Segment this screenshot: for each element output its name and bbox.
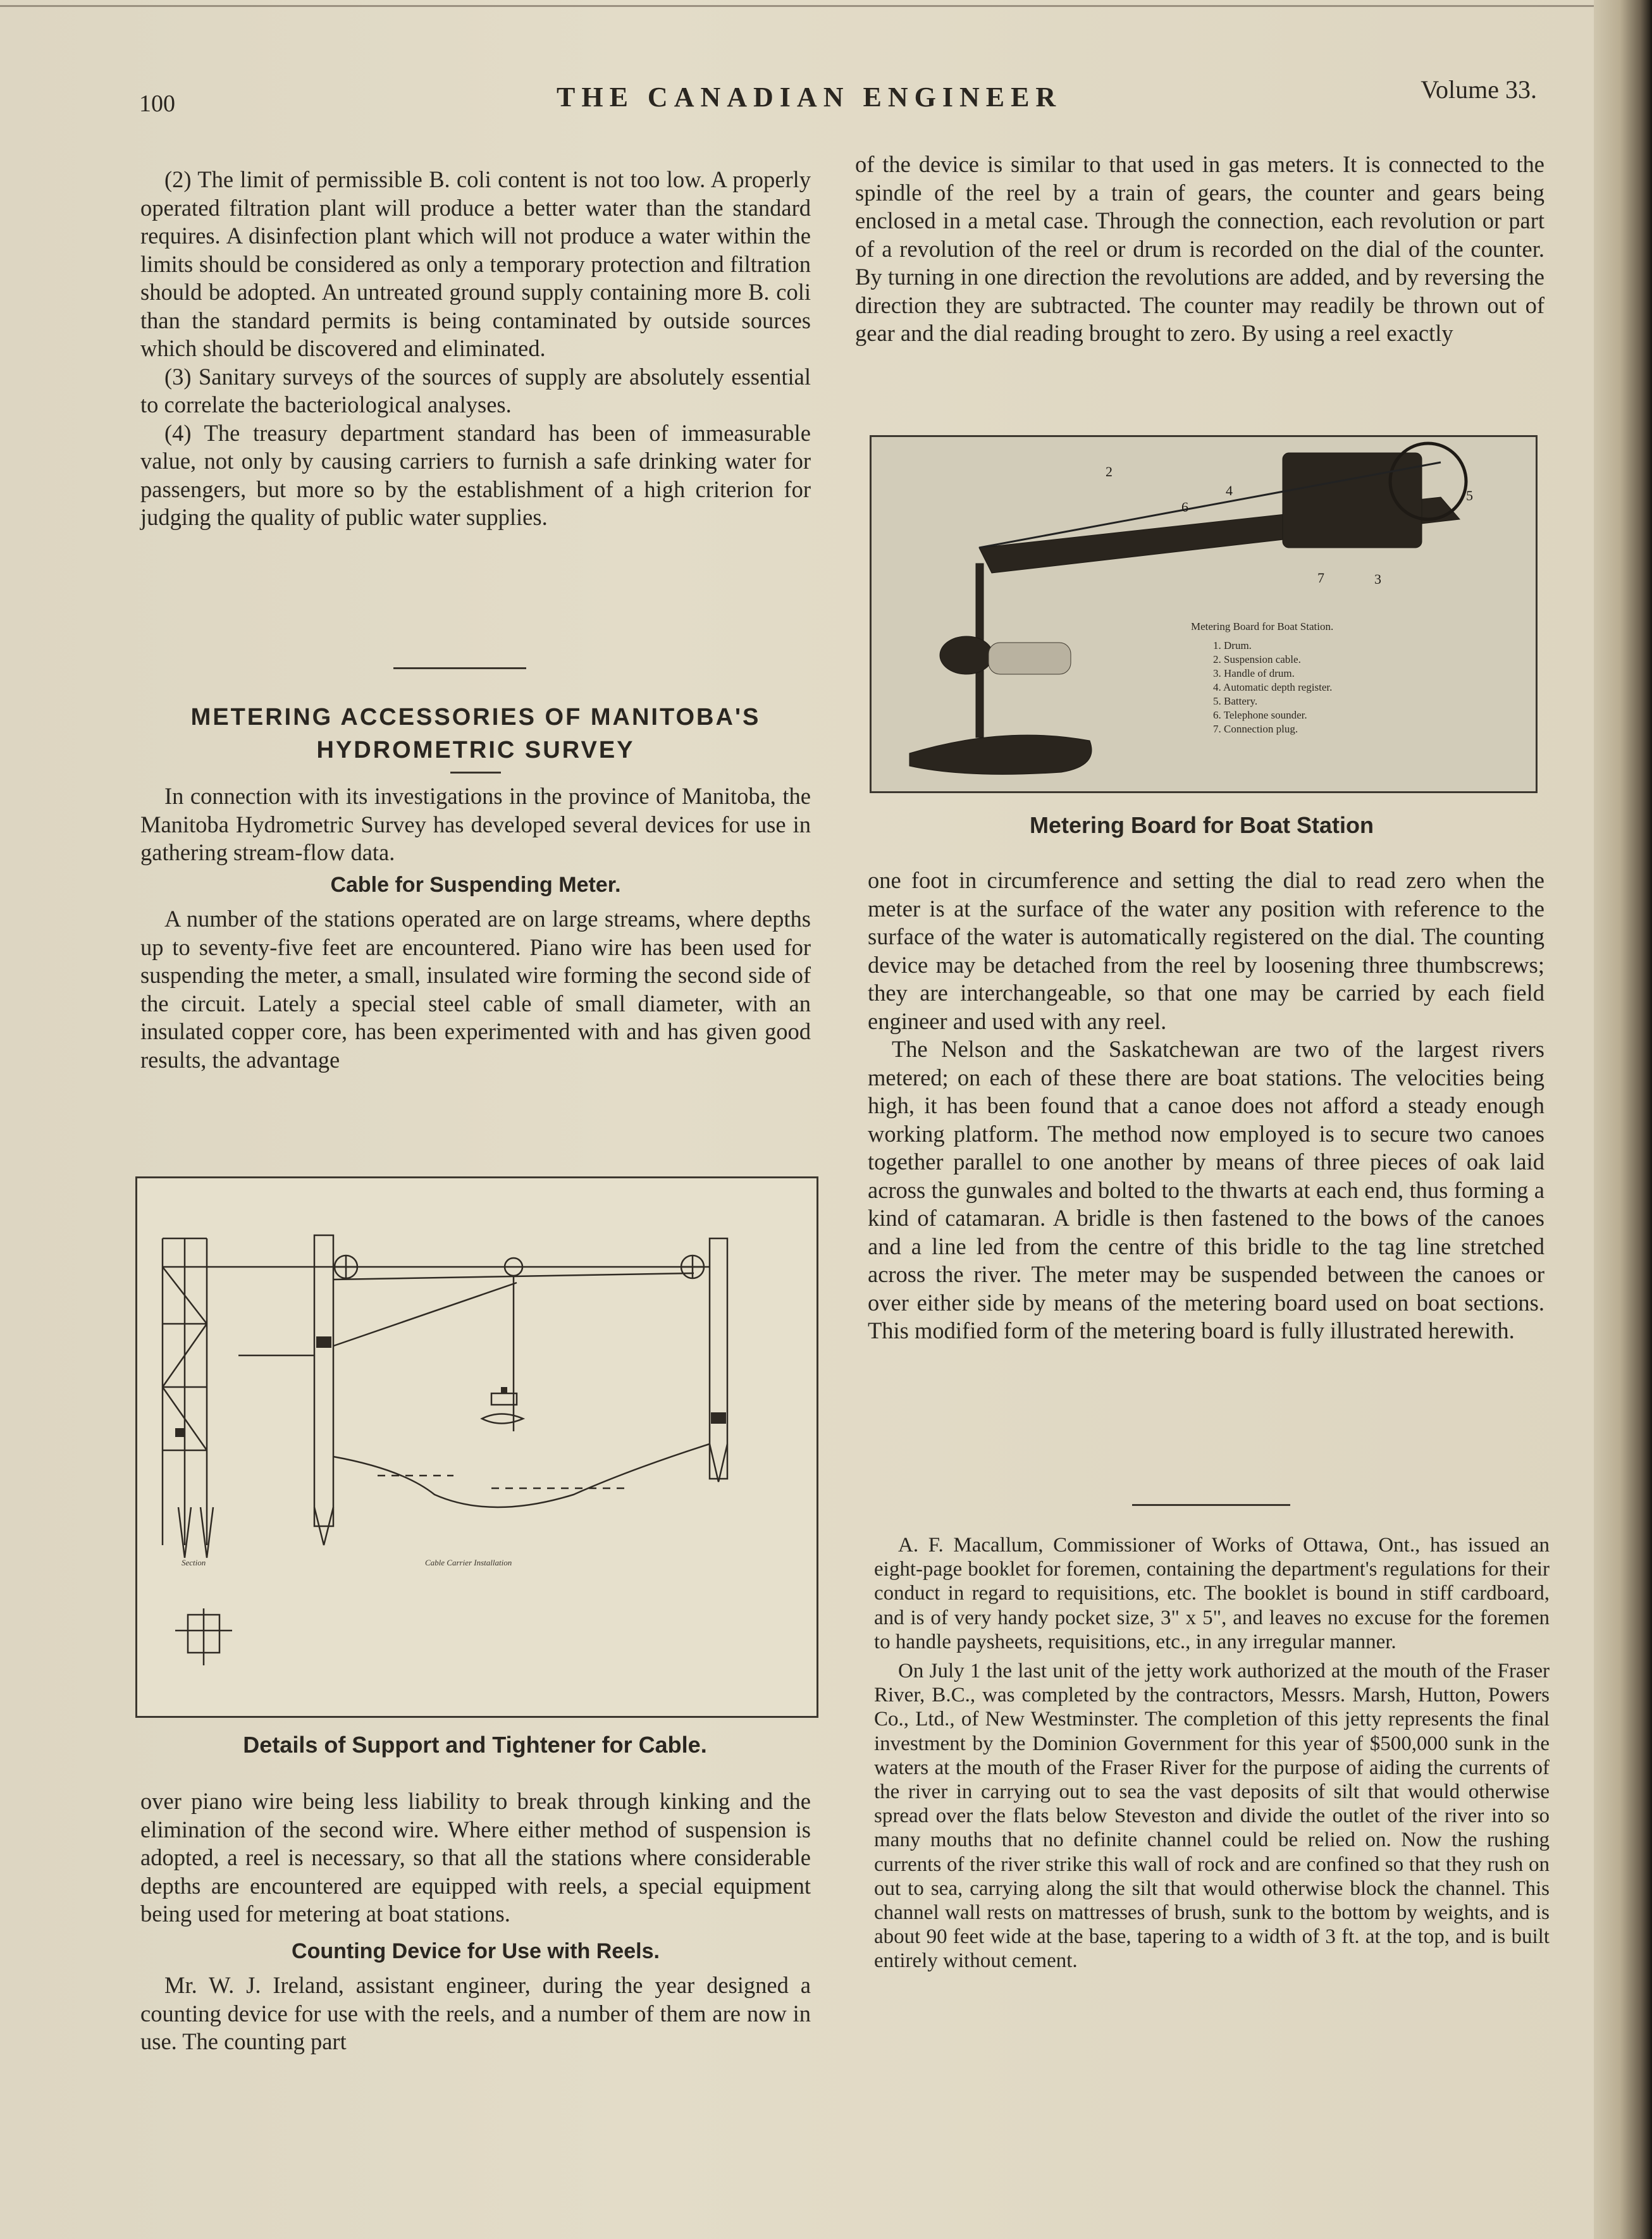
fig2-legend-item: 2. Suspension cable. (1213, 653, 1301, 665)
fig2-legend-title: Metering Board for Boat Station. (1191, 620, 1334, 632)
figure-cable-support (135, 1176, 818, 1718)
fig2-legend-item: 7. Connection plug. (1213, 723, 1298, 735)
fig2-number-3: 3 (1374, 571, 1381, 587)
paragraph-3: (3) Sanitary surveys of the sources of supply are absolutely essential to correlate the bacteriological analyses. (140, 363, 811, 417)
left-column-article (140, 701, 811, 1074)
fig2-number-4: 4 (1226, 483, 1233, 498)
figure-metering-board (870, 435, 1538, 793)
page-header (139, 75, 1537, 119)
article-title-line-1: METERING ACCESSORIES OF MANITOBA'S (190, 704, 761, 731)
fig2-number-5: 5 (1466, 488, 1473, 503)
right-column-top (855, 151, 1544, 348)
fig2-legend-item: 4. Automatic depth register. (1213, 681, 1333, 693)
news-items (874, 1533, 1550, 1973)
counting-paragraph: Mr. W. J. Ireland, assistant engineer, during the year designed a counting device for use with the reels, and a number of them are now in use. The counting part (140, 1972, 811, 2054)
metering-board-photo (872, 437, 1536, 791)
news-macallum: A. F. Macallum, Commissioner of Works of Ottawa, Ont., has issued an eight-page booklet for foremen, containing the department's regulations for their conduct in regard to requisitions, etc. The booklet is bound in stiff cardboard, and is of very handy pocket size, 3" x 5", and leaves no excuse for the foremen to handle paysheets, requisitions, etc., in any irregular manner. (874, 1534, 1550, 1653)
news-divider (1132, 1504, 1290, 1506)
news-fraser-jetty: On July 1 the last unit of the jetty work authorized at the mouth of the Fraser River, B.C., was completed by the contractors, Messrs. Marsh, Hutton, Powers Co., Ltd., of New Westminster. The completion of this jetty represents the final investment by the Dominion Government for this year of $500,000 sunk in the waters at the mouth of the Fraser River for the purpose of aiding the currents of the river in carrying out to sea the vast deposits of silt that would otherwise spread over the flats below Steveston and divide the outlet of the river into so many mouths that no definite channel could be relied on. Now the rushing currents of the river strike this wall of rock and are confined so that they rush on out to sea, carrying along the silt that would otherwise block the channel. This channel wall rests on mattresses of brush, sunk to the bottom by weights, and is about 90 feet wide at the base, tapering to a width of 3 ft. at the top, and is built entirely without cement. (874, 1660, 1550, 1973)
fig2-number-6: 6 (1181, 499, 1188, 515)
figure-metering-caption: Metering Board for Boat Station (1029, 812, 1374, 838)
right-column-middle (868, 867, 1544, 1345)
paragraph-4: (4) The treasury department standard has been of immeasurable value, not only by causing carriers to furnish a safe drinking water for passengers, but more so by the establishment of a high criterion for judging the quality of public water supplies. (140, 419, 811, 530)
cable-paragraph: A number of the stations operated are on large streams, where depths up to seventy-five feet are encountered. Piano wire has been used for suspending the meter, a small, insulated wire forming the second side of the circuit. Lately a special steel cable of small diameter, with an insulated copper core, has been experimented with and has given good results, the advantage (140, 906, 811, 1073)
top-rule (0, 5, 1594, 7)
page-number: 100 (139, 90, 175, 117)
fig2-number-7: 7 (1317, 570, 1324, 586)
left-column-bottom (140, 1787, 811, 2056)
article-title (140, 701, 811, 767)
volume-label: Volume 33. (1421, 75, 1537, 104)
cable-paragraph-continued: over piano wire being less liability to break through kinking and the elimination of the second wire. Where either method of suspension is adopted, a reel is necessary, so that all the stations where considerable depths are encountered are equipped with reels, a special equipment being used for metering at boat stations. (140, 1788, 811, 1927)
subheading-cable: Cable for Suspending Meter. (330, 872, 621, 897)
article-title-line-2: HYDROMETRIC SURVEY (316, 737, 635, 763)
fig1-installation-label: Cable Carrier Installation (425, 1558, 512, 1567)
counting-paragraph-continued: of the device is similar to that used in gas meters. It is connected to the spindle of the reel by a train of gears, the counter and gears being enclosed in a metal case. Through the connection, each revolution or part of a revolution of the reel or drum is recorded on the dial of the counter. By turning in one direction the revolutions are added, and by reversing the direction they are subtracted. The counter may readily be thrown out of gear and the dial reading brought to zero. By using a reel exactly (855, 151, 1544, 346)
fig2-legend-item: 1. Drum. (1213, 639, 1252, 651)
rivers-paragraph: The Nelson and the Saskatchewan are two of the largest rivers metered; on each of these there are boat stations. The velocities being high, it has been found that a canoe does not afford a steady enough working platform. The method now employed is to secure two canoes together parallel to one another by means of three pieces of oak laid across the gunwales and bolted to the thwarts at each end, thus forming a kind of catamaran. A bridle is then fastened to the bows of the canoes and a line led from the centre of this bridle to the tag line stretched across the river. The meter may be suspended between the canoes or over either side by means of the metering board used on boat sections. This modified form of the metering board is fully illustrated herewith. (868, 1036, 1544, 1343)
paragraph-2: (2) The limit of permissible B. coli content is not too low. A properly operated filtration plant will produce a better water than the standard requires. A disinfection plant which will not produce a water within the limits should be considered as only a temporary protection and filtration should be adopted. An untreated ground supply containing more B. coli than the standard permits is being contaminated by outside sources which should be discovered and eliminated. (140, 166, 811, 361)
section-divider (393, 667, 526, 669)
running-title: THE CANADIAN ENGINEER (557, 82, 1063, 113)
cable-support-drawing (137, 1178, 817, 1716)
fig2-legend-item: 5. Battery. (1213, 695, 1258, 707)
fig2-number-2: 2 (1106, 464, 1113, 479)
figure-cable-caption: Details of Support and Tightener for Cable. (243, 1732, 707, 1758)
left-column-top (140, 166, 811, 532)
book-spine-shadow (1594, 0, 1652, 2239)
fig2-legend-item: 6. Telephone sounder. (1213, 709, 1307, 721)
subheading-counting: Counting Device for Use with Reels. (292, 1939, 660, 1963)
fig2-legend-item: 3. Handle of drum. (1213, 667, 1295, 679)
title-divider (450, 772, 501, 774)
fig1-section-label: Section (182, 1558, 206, 1567)
metering-paragraph: one foot in circumference and setting the dial to read zero when the meter is at the surface of the water any position with reference to the surface of the water is automatically registered on the dial. The counting device may be detached from the reel by loosening three thumbscrews; they are interchangeable, so that one may be carried by each field engineer and used with any reel. (868, 867, 1544, 1034)
intro-paragraph: In connection with its investigations in the province of Manitoba, the Manitoba Hydrometric Survey has developed several devices for use in gathering stream-flow data. (140, 783, 811, 865)
